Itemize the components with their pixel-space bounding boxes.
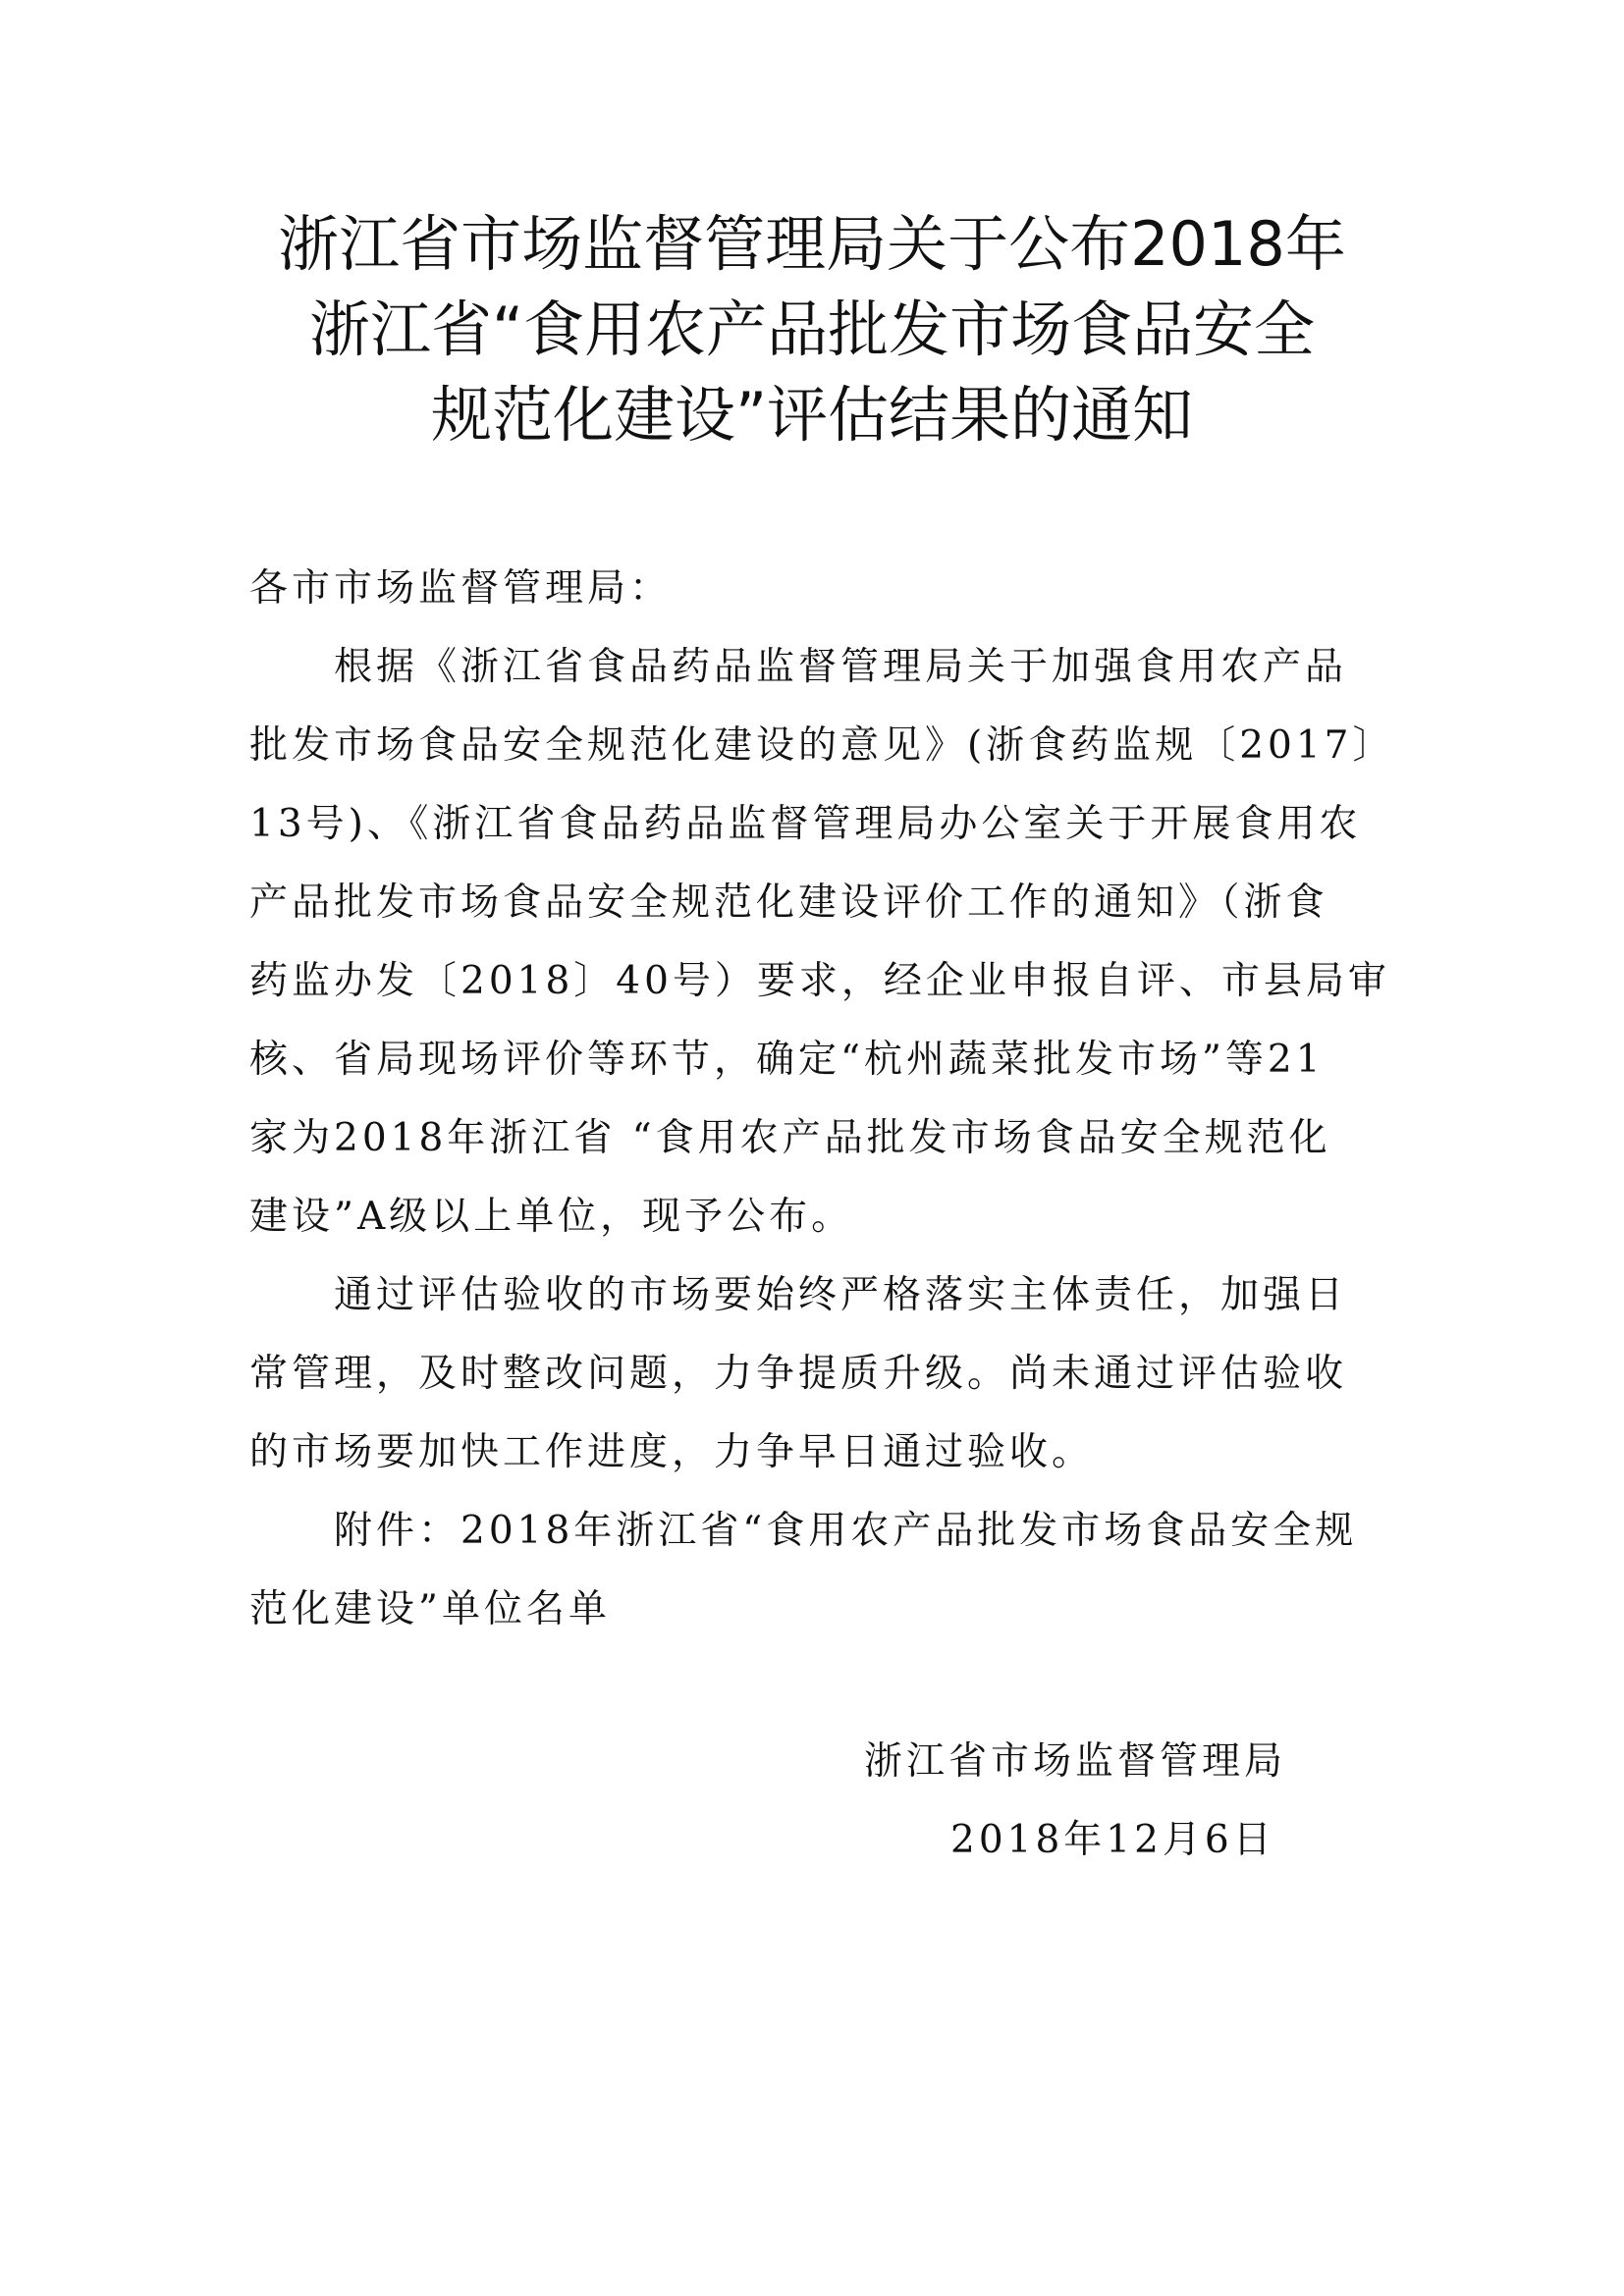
title-line-3: 规范化建设”评估结果的通知: [430, 379, 1194, 451]
paragraph-attachment: [249, 1492, 1379, 1649]
text-line: 附件：2018年浙江省“食用农产品批发市场食品安全规: [249, 1509, 1358, 1553]
text-line: 核、省局现场评价等环节，确定“杭州蔬菜批发市场”等21: [249, 1038, 1325, 1082]
paragraph-requirements: [249, 1256, 1379, 1492]
text-line: 药监办发〔2018〕40号）要求，经企业申报自评、市县局审: [249, 959, 1390, 1003]
paragraph-main: [249, 628, 1395, 1256]
text-line: 根据《浙江省食品药品监督管理局关于加强食用农产品: [249, 645, 1348, 689]
text-line: 常管理，及时整改问题，力争提质升级。尚未通过评估验收: [249, 1352, 1348, 1396]
document-title: [196, 201, 1428, 457]
text-line: 建设”A级以上单位，现予公布。: [249, 1195, 854, 1239]
text-line: 的市场要加快工作进度，力争早日通过验收。: [249, 1430, 1095, 1474]
title-line-1: 浙江省市场监督管理局关于公布2018年: [278, 208, 1346, 280]
signature-organization: 浙江省市场监督管理局: [864, 1739, 1287, 1784]
text-line: 产品批发市场食品安全规范化建设评价工作的通知》（浙食: [249, 881, 1328, 925]
text-line: 通过评估验收的市场要始终严格落实主体责任，加强日: [249, 1273, 1348, 1317]
text-line: 13号)、《浙江省食品药品监督管理局办公室关于开展食用农: [249, 802, 1362, 846]
salutation: 各市市场监督管理局：: [249, 566, 673, 611]
signature-date: 2018年12月6日: [950, 1818, 1275, 1862]
title-line-2: 浙江省“食用农产品批发市场食品安全: [308, 294, 1316, 365]
text-line: 家为2018年浙江省 “食用农产品批发市场食品安全规范化: [249, 1116, 1331, 1160]
text-line: 批发市场食品安全规范化建设的意见》(浙食药监规〔2017〕: [249, 723, 1395, 768]
text-line: 范化建设”单位名单: [249, 1587, 611, 1631]
